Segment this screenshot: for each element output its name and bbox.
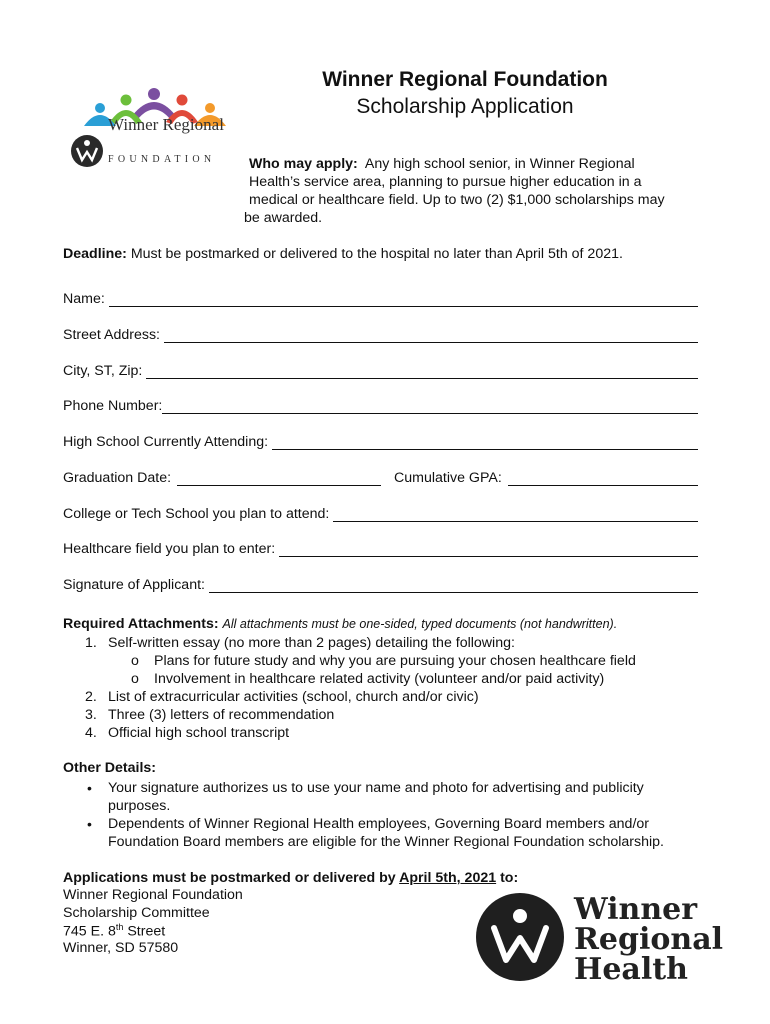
signature-input-line[interactable]	[209, 578, 698, 593]
gpa-input-line[interactable]	[508, 471, 698, 486]
address-line-4: Winner, SD 57580	[63, 940, 179, 956]
foundation-emblem-icon	[70, 134, 104, 168]
college-input-line[interactable]	[333, 507, 698, 522]
healthcare-field	[63, 537, 698, 557]
high-school-label: High School Currently Attending:	[63, 434, 269, 450]
list-item-number: 4.	[85, 725, 97, 741]
mailing-date: April 5th, 2021	[399, 870, 497, 886]
mailing-tail: to:	[500, 870, 519, 886]
list-item-number: 2.	[85, 689, 97, 705]
eligibility-line-1: Any high school senior, in Winner Regional	[364, 156, 635, 172]
college-label: College or Tech School you plan to attend:	[63, 506, 330, 522]
phone-field	[63, 394, 698, 414]
high-school-field	[63, 430, 698, 450]
address-line-3: 745 E. 8th Street	[63, 922, 166, 940]
phone-input-line[interactable]	[162, 399, 698, 414]
high-school-input-line[interactable]	[272, 435, 698, 450]
list-item: List of extracurricular activities (school, church and/or civic)	[108, 689, 479, 705]
attachments-header	[63, 616, 617, 632]
list-item-number: 3.	[85, 707, 97, 723]
sub-bullet: o	[131, 671, 139, 687]
foundation-logo-name: Winner Regional	[108, 115, 224, 134]
city-input-line[interactable]	[146, 364, 698, 379]
deadline-label: Deadline:	[63, 246, 127, 262]
other-detail-1-line-2: purposes.	[108, 798, 171, 814]
eligibility-label: Who may apply:	[249, 156, 358, 172]
wrh-logo-word-3: Health	[574, 952, 688, 987]
page-subtitle: Scholarship Application	[356, 95, 574, 118]
phone-label: Phone Number:	[63, 398, 163, 414]
graduation-input-line[interactable]	[177, 471, 381, 486]
wrh-logo-word-2: Regional	[574, 922, 724, 957]
other-detail-1	[108, 779, 708, 815]
attachments-note: All attachments must be one-sided, typed documents (not handwritten).	[222, 617, 618, 631]
attachments-label: Required Attachments:	[63, 616, 219, 632]
other-detail-2-line-2: Foundation Board members are eligible for the Winner Regional Foundation scholarship.	[108, 834, 664, 850]
sub-list-item: Plans for future study and why you are pursuing your chosen healthcare field	[154, 653, 636, 669]
foundation-logo-sub: FOUNDATION	[108, 154, 216, 165]
college-field	[63, 502, 698, 522]
deadline-block	[63, 246, 623, 262]
city-label: City, ST, Zip:	[63, 363, 143, 379]
sub-bullet: o	[131, 653, 139, 669]
other-detail-1-line-1: Your signature authorizes us to use your name and photo for advertising and publicity	[108, 780, 644, 796]
list-item-number: 1.	[85, 635, 97, 651]
gpa-label: Cumulative GPA:	[394, 470, 502, 486]
address-line-2: Scholarship Committee	[63, 905, 210, 921]
eligibility-line-2: Health’s service area, planning to pursue higher education in a	[249, 174, 642, 190]
other-detail-2-line-1: Dependents of Winner Regional Health employees, Governing Board members and/or	[108, 816, 649, 832]
wrh-logo-word-1: Winner	[574, 892, 698, 927]
gpa-field	[394, 466, 698, 486]
other-details-label: Other Details:	[63, 760, 157, 776]
eligibility-line-4: be awarded.	[244, 210, 323, 226]
signature-label: Signature of Applicant:	[63, 577, 205, 593]
bullet-icon: •	[87, 816, 92, 832]
graduation-field	[63, 466, 381, 486]
healthcare-field-input-line[interactable]	[279, 542, 698, 557]
list-item: Three (3) letters of recommendation	[108, 707, 335, 723]
eligibility-block	[244, 155, 714, 227]
name-input-line[interactable]	[109, 292, 698, 307]
winner-regional-health-emblem-icon	[476, 890, 564, 984]
deadline-text: Must be postmarked or delivered to the hospital no later than April 5th of 2021.	[130, 246, 623, 262]
city-field	[63, 359, 698, 379]
list-item: Official high school transcript	[108, 725, 290, 741]
street-input-line[interactable]	[164, 328, 698, 343]
street-field	[63, 323, 698, 343]
name-field	[63, 287, 698, 307]
graduation-label: Graduation Date:	[63, 470, 172, 486]
eligibility-line-3: medical or healthcare field. Up to two (2) $1,000 scholarships may	[249, 192, 665, 208]
bullet-icon: •	[87, 780, 92, 796]
street-label: Street Address:	[63, 327, 160, 343]
signature-field	[63, 573, 698, 593]
page-title: Winner Regional Foundation	[322, 68, 608, 91]
healthcare-field-label: Healthcare field you plan to enter:	[63, 541, 276, 557]
mailing-lead: Applications must be postmarked or delivered by	[63, 870, 396, 886]
other-detail-2	[108, 815, 708, 851]
name-label: Name:	[63, 291, 105, 307]
sub-list-item: Involvement in healthcare related activity (volunteer and/or paid activity)	[154, 671, 605, 687]
address-line-1: Winner Regional Foundation	[63, 887, 243, 903]
mailing-instruction	[63, 870, 518, 886]
list-item: Self-written essay (no more than 2 pages) detailing the following:	[108, 635, 515, 651]
